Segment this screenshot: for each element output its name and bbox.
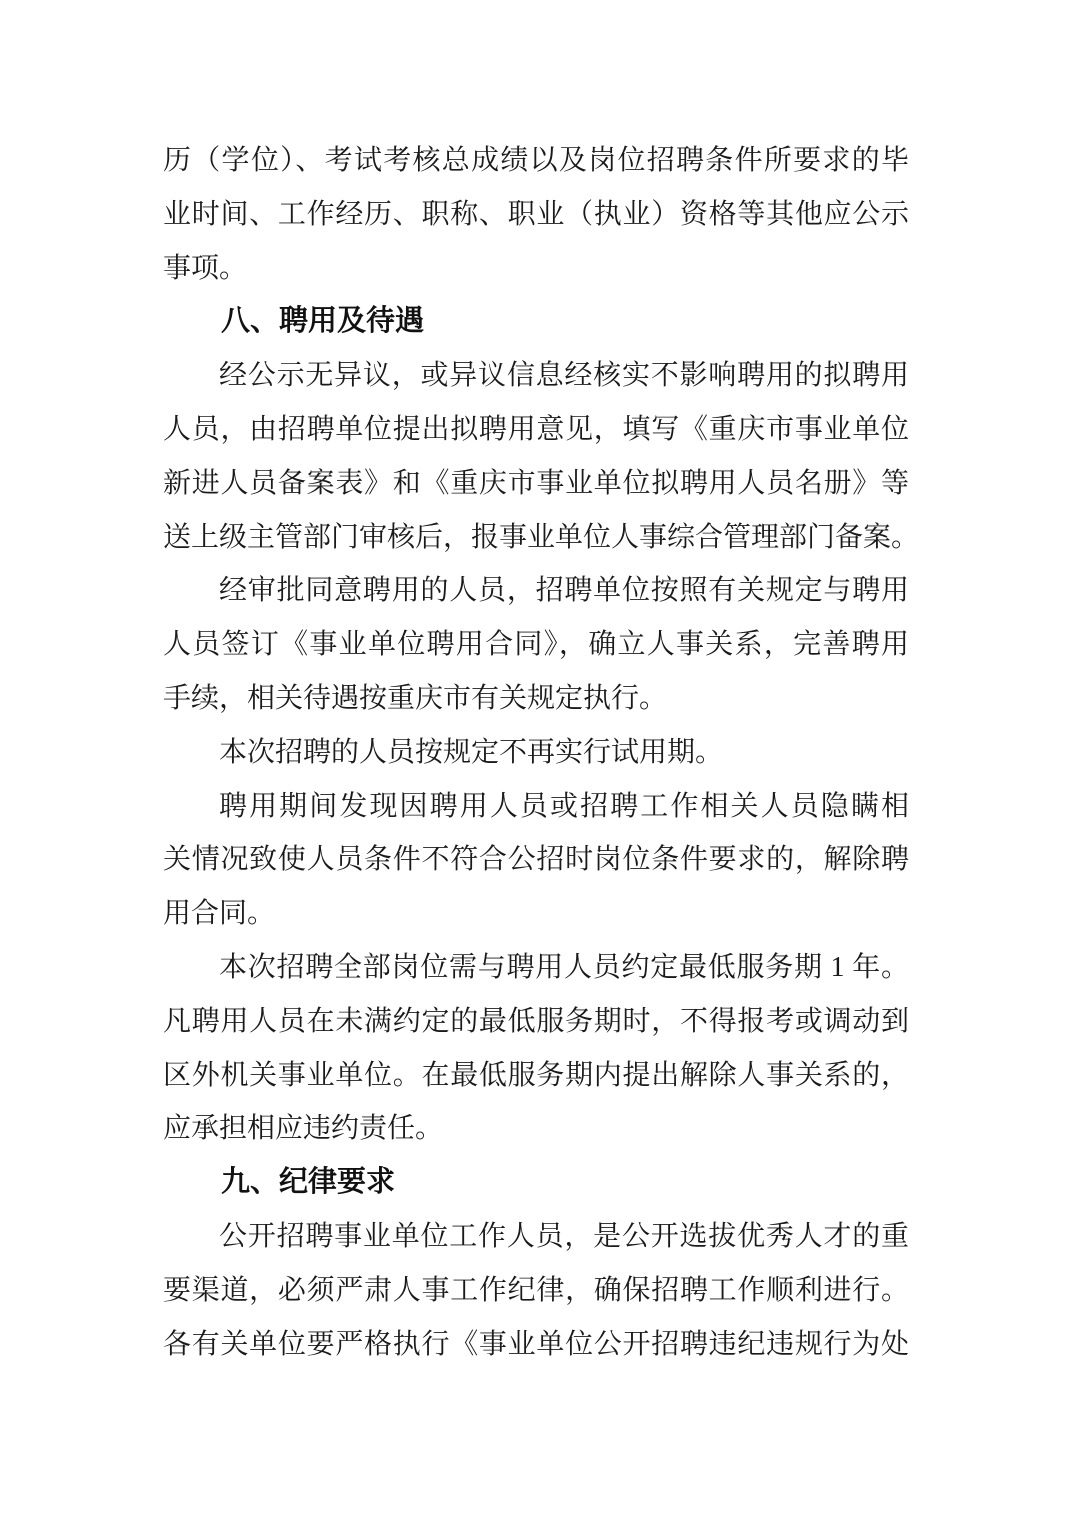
text-line: 事项。 xyxy=(163,252,248,284)
paragraph xyxy=(163,941,909,1156)
paragraph xyxy=(163,564,909,725)
paragraph xyxy=(163,349,920,564)
text-line: 各有关单位要严格执行《事业单位公开招聘违纪违规行为处 xyxy=(163,1328,909,1360)
section-heading xyxy=(163,295,909,349)
text-line: 经公示无异议，或异议信息经核实不影响聘用的拟聘用 xyxy=(219,360,909,392)
text-line: 手续，相关待遇按重庆市有关规定执行。 xyxy=(163,682,668,714)
paragraph xyxy=(163,134,909,295)
text-line: 本次招聘的人员按规定不再实行试用期。 xyxy=(219,736,724,768)
text-line: 八、聘用及待遇 xyxy=(221,305,425,338)
document-body xyxy=(163,134,920,1371)
text-line: 经审批同意聘用的人员，招聘单位按照有关规定与聘用 xyxy=(219,575,909,607)
text-line: 凡聘用人员在未满约定的最低服务期时，不得报考或调动到 xyxy=(163,1005,909,1037)
text-line: 业时间、工作经历、职称、职业（执业）资格等其他应公示 xyxy=(163,198,909,230)
text-line: 送上级主管部门审核后，报事业单位人事综合管理部门备案。 xyxy=(163,521,920,553)
text-line: 关情况致使人员条件不符合公招时岗位条件要求的，解除聘 xyxy=(163,844,909,876)
paragraph xyxy=(163,780,909,941)
text-line: 聘用期间发现因聘用人员或招聘工作相关人员隐瞒相 xyxy=(219,790,909,822)
section-heading xyxy=(163,1156,909,1210)
text-line: 历（学位）、考试考核总成绩以及岗位招聘条件所要求的毕 xyxy=(163,145,909,176)
text-line: 用合同。 xyxy=(163,898,276,930)
paragraph xyxy=(163,1210,909,1371)
text-line: 九、纪律要求 xyxy=(221,1166,396,1199)
text-line: 人员签订《事业单位聘用合同》，确立人事关系，完善聘用 xyxy=(163,629,909,661)
text-line: 区外机关事业单位。在最低服务期内提出解除人事关系的， xyxy=(163,1059,909,1091)
text-line: 公开招聘事业单位工作人员，是公开选拔优秀人才的重 xyxy=(219,1220,909,1252)
paragraph xyxy=(163,726,909,780)
text-line: 要渠道，必须严肃人事工作纪律，确保招聘工作顺利进行。 xyxy=(163,1274,909,1306)
text-line: 本次招聘全部岗位需与聘用人员约定最低服务期 1 年。 xyxy=(219,951,909,983)
text-line: 应承担相应违约责任。 xyxy=(163,1113,444,1145)
text-line: 新进人员备案表》和《重庆市事业单位拟聘用人员名册》等 xyxy=(163,467,909,499)
text-line: 人员，由招聘单位提出拟聘用意见，填写《重庆市事业单位 xyxy=(163,413,909,445)
